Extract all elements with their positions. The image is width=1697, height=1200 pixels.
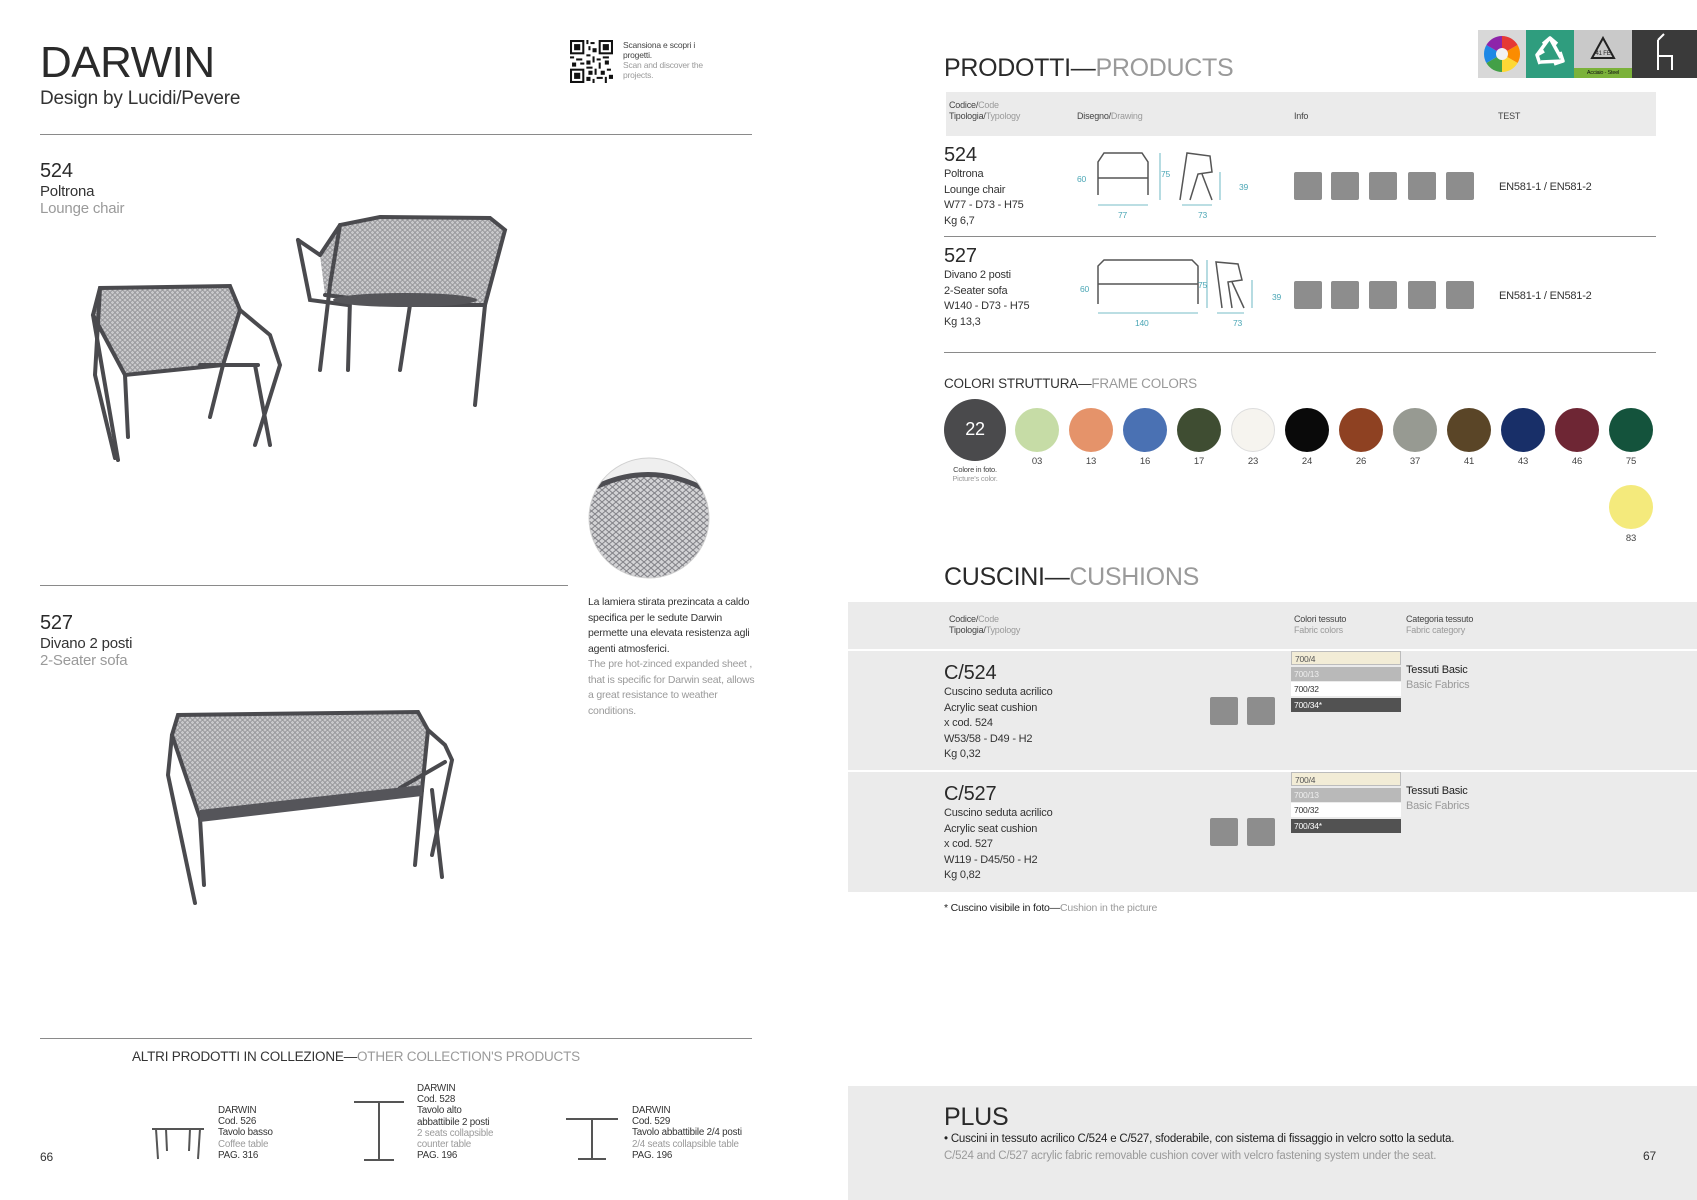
collapsible-table-icon[interactable] — [564, 1115, 620, 1163]
dim-label: 39 — [1239, 182, 1249, 192]
other-product-line-en: Coffee table — [218, 1138, 269, 1150]
cushions-title-it: CUSCINI — [944, 563, 1045, 591]
weather-resistance-icon — [1247, 818, 1275, 846]
header-type-it: Tipologia/ — [949, 111, 986, 121]
row-type-it: Poltrona — [944, 168, 984, 180]
counter-table-icon[interactable] — [350, 1098, 408, 1163]
color-swatch-13[interactable] — [1069, 408, 1113, 452]
cushion-row-c524 — [944, 662, 1053, 763]
row-dimensions: W140 - D73 - H75 — [944, 300, 1030, 312]
chair-drawing-524 — [1092, 150, 1242, 210]
title-separator: — — [343, 1049, 357, 1064]
cushion-category — [1406, 784, 1469, 814]
color-swatch-label: 26 — [1355, 456, 1367, 467]
cushion-row-c527 — [944, 783, 1053, 884]
products-title-en: PRODUCTS — [1095, 54, 1234, 82]
color-swatch-43[interactable] — [1501, 408, 1545, 452]
lounge-chairs-image — [80, 200, 540, 510]
other-product-line: abbattibile 2 posti — [417, 1116, 490, 1128]
color-swatch-17[interactable] — [1177, 408, 1221, 452]
other-product-line: Tavolo abbattibile 2/4 posti — [632, 1127, 742, 1139]
cushion-dimensions: W119 - D45/50 - H2 — [944, 853, 1038, 866]
collection-title: DARWIN — [40, 38, 215, 87]
cushion-info-icon — [1210, 697, 1238, 725]
cushion-header-code-it: Codice/ — [949, 614, 979, 624]
color-swatch-label: 83 — [1625, 533, 1637, 544]
dim-label: 60 — [1077, 174, 1087, 184]
steel-label: Acciaio - Steel — [1574, 68, 1632, 78]
cushion-category — [1406, 663, 1469, 693]
header-drawing-en: Drawing — [1110, 111, 1143, 121]
qr-caption-it: Scansiona e scopri i progetti. — [623, 40, 696, 60]
product-name-en: Lounge chair — [40, 200, 125, 217]
cushion-info-icon — [1294, 281, 1322, 309]
color-swatch-label: 43 — [1517, 456, 1529, 467]
header-info: Info — [1294, 111, 1309, 121]
products-table-header — [946, 92, 1656, 136]
cushion-dimensions: W53/58 - D49 - H2 — [944, 732, 1033, 745]
color-swatch-37[interactable] — [1393, 408, 1437, 452]
featured-caption-it: Colore in foto. — [953, 465, 997, 474]
steel-code-label: 41 FE — [1595, 51, 1611, 57]
dim-label: 140 — [1135, 318, 1149, 328]
cushion-header-code-en: Code — [978, 614, 999, 624]
product-code: 524 — [40, 160, 73, 182]
row-divider — [944, 352, 1656, 353]
sofa-drawing-527 — [1092, 256, 1267, 316]
designer-subtitle: Design by Lucidi/Pevere — [40, 88, 241, 109]
other-products-divider — [40, 1038, 752, 1039]
other-products-title — [132, 1049, 580, 1064]
cushion-category-en: Basic Fabrics — [1406, 800, 1470, 812]
dim-label: 77 — [1118, 210, 1128, 220]
recycle-icon — [1526, 30, 1574, 78]
header-divider — [40, 134, 752, 135]
product-divider — [40, 585, 568, 586]
page-number-right: 67 — [1643, 1149, 1656, 1163]
color-wheel-icon — [1478, 30, 1526, 78]
dim-label: 73 — [1198, 210, 1208, 220]
featured-color-caption — [935, 465, 1015, 483]
cushion-type-en: Acrylic seat cushion — [944, 822, 1038, 835]
header-drawing-it: Disegno/ — [1077, 111, 1111, 121]
product-527-caption — [40, 612, 132, 669]
cushion-for-code: x cod. 527 — [944, 838, 993, 850]
color-swatch-46[interactable] — [1555, 408, 1599, 452]
cushion-header-fabric-cat-it: Categoria tessuto — [1406, 614, 1474, 624]
cushion-header-type-en: Typology — [985, 625, 1021, 635]
mesh-note — [588, 595, 758, 719]
qr-caption-en: Scan and discover the projects. — [623, 60, 703, 80]
color-swatch-16[interactable] — [1123, 408, 1167, 452]
cushion-footnote — [944, 902, 1157, 914]
other-product-page: PAG. 196 — [632, 1149, 673, 1161]
fabric-color-700-4[interactable]: 700/4 — [1291, 651, 1401, 665]
plus-title: PLUS — [944, 1103, 1009, 1131]
weather-resistance-icon — [1408, 281, 1436, 309]
cushion-type-it: Cuscino seduta acrilico — [944, 686, 1053, 698]
other-product-line: Cod. 528 — [417, 1094, 456, 1106]
other-product-line-en: 2/4 seats collapsible table — [632, 1138, 739, 1150]
color-swatch-83[interactable] — [1609, 485, 1653, 529]
cushion-code: C/524 — [944, 662, 997, 684]
other-product-526[interactable] — [218, 1105, 273, 1161]
products-title-it: PRODOTTI — [944, 54, 1071, 82]
fabric-color-700-4[interactable]: 700/4 — [1291, 772, 1401, 786]
row-dimensions: W77 - D73 - H75 — [944, 199, 1024, 211]
qr-caption — [623, 40, 713, 80]
cushions-title — [944, 563, 1199, 592]
cushion-header-fabric-cat-en: Fabric category — [1406, 625, 1466, 635]
cushion-row-separator — [848, 770, 1697, 772]
mesh-note-en: The pre hot-zinced expanded sheet , that is specific for Darwin seat, allows a great resistance to weather conditions. — [588, 658, 755, 717]
color-swatch-label: 13 — [1085, 456, 1097, 467]
row-weight: Kg 6,7 — [944, 214, 975, 227]
color-swatch-41[interactable] — [1447, 408, 1491, 452]
other-product-page: PAG. 316 — [218, 1149, 259, 1161]
title-separator: — — [1078, 376, 1092, 391]
plus-text — [944, 1131, 1644, 1165]
color-swatch-03[interactable] — [1015, 408, 1059, 452]
row-code: 527 — [944, 245, 977, 267]
steel-recycling-badge — [1574, 30, 1632, 78]
featured-caption-en: Picture's color. — [952, 474, 998, 483]
sofa-image — [160, 700, 490, 910]
color-swatch-label: 24 — [1301, 456, 1313, 467]
row-type-it: Divano 2 posti — [944, 269, 1011, 281]
stackable-info-icon — [1331, 172, 1359, 200]
load-capacity-icon — [1369, 172, 1397, 200]
row-divider — [944, 236, 1656, 237]
other-products-title-it: ALTRI PRODOTTI IN COLLEZIONE — [132, 1049, 344, 1064]
color-swatch-label: 03 — [1031, 456, 1043, 467]
color-swatch-label: 75 — [1625, 456, 1637, 467]
cushion-weight: Kg 0,82 — [944, 869, 981, 881]
cushion-weight: Kg 0,32 — [944, 748, 981, 760]
product-name-en: 2-Seater sofa — [40, 652, 128, 669]
load-capacity-icon — [1369, 281, 1397, 309]
cushion-header-fabric-colors-en: Fabric colors — [1294, 625, 1343, 635]
coffee-table-icon[interactable] — [150, 1125, 206, 1161]
cushion-header-fabric-colors — [1294, 614, 1346, 636]
cushion-category-it: Tessuti Basic — [1406, 785, 1468, 797]
color-swatch-label: 17 — [1193, 456, 1205, 467]
row-code: 524 — [944, 144, 977, 166]
mesh-detail-image — [588, 457, 710, 579]
cushions-title-en: CUSHIONS — [1069, 563, 1199, 591]
chair-category-icon — [1632, 30, 1697, 78]
cushion-header-code — [949, 614, 1020, 636]
color-swatch-label: 37 — [1409, 456, 1421, 467]
stackable-info-icon — [1331, 281, 1359, 309]
cushion-info-icon — [1210, 818, 1238, 846]
cushion-type-en: Acrylic seat cushion — [944, 701, 1038, 714]
title-separator: — — [1049, 902, 1060, 914]
other-product-line: Cod. 529 — [632, 1116, 671, 1128]
footnote-it: * Cuscino visibile in foto — [944, 902, 1050, 914]
fabric-color-700-34-[interactable]: 700/34* — [1291, 698, 1401, 712]
fabric-color-700-13[interactable]: 700/13 — [1291, 788, 1401, 802]
title-separator: — — [1044, 563, 1070, 591]
plus-text-it: • Cuscini in tessuto acrilico C/524 e C/527, sfoderabile, con sistema di fissaggio in velcro sotto la seduta. — [944, 1133, 1455, 1145]
other-product-page: PAG. 196 — [417, 1150, 458, 1162]
qr-code-icon[interactable] — [570, 40, 613, 83]
other-product-line-en: 2 seats collapsible — [417, 1127, 494, 1139]
cushion-type-it: Cuscino seduta acrilico — [944, 807, 1053, 819]
products-title — [944, 54, 1233, 83]
cushion-header-type-it: Tipologia/ — [949, 625, 986, 635]
frame-colors-title-it: COLORI STRUTTURA — [944, 376, 1079, 391]
color-swatch-75[interactable] — [1609, 408, 1653, 452]
weather-resistance-icon — [1247, 697, 1275, 725]
other-products-title-en: OTHER COLLECTION'S PRODUCTS — [357, 1049, 580, 1064]
fabric-color-700-32[interactable]: 700/32 — [1291, 803, 1401, 817]
cushion-header-separator — [848, 649, 1697, 651]
product-name-it: Divano 2 posti — [40, 635, 133, 652]
cushion-category-en: Basic Fabrics — [1406, 679, 1470, 691]
row-test: EN581-1 / EN581-2 — [1499, 181, 1592, 193]
color-swatch-26[interactable] — [1339, 408, 1383, 452]
other-product-line-en: counter table — [417, 1139, 472, 1151]
other-product-529[interactable] — [632, 1105, 742, 1161]
dim-label: 60 — [1080, 284, 1090, 294]
footnote-en: Cushion in the picture — [1060, 902, 1158, 914]
featured-color-code: 22 — [965, 419, 985, 439]
other-product-528[interactable] — [417, 1083, 493, 1161]
stack-quantity-icon — [1446, 172, 1474, 200]
color-swatch-label: 23 — [1247, 456, 1259, 467]
frame-colors-title — [944, 376, 1197, 391]
other-product-line: DARWIN — [632, 1105, 671, 1116]
header-test: TEST — [1498, 111, 1521, 121]
header-code-it: Codice/ — [949, 100, 979, 110]
fabric-color-700-34-[interactable]: 700/34* — [1291, 819, 1401, 833]
row-test: EN581-1 / EN581-2 — [1499, 290, 1592, 302]
row-weight: Kg 13,3 — [944, 315, 981, 328]
color-swatch-24[interactable] — [1285, 408, 1329, 452]
cushion-for-code: x cod. 524 — [944, 717, 993, 729]
cushion-category-it: Tessuti Basic — [1406, 664, 1468, 676]
dim-label: 73 — [1233, 318, 1243, 328]
mesh-note-it: La lamiera stirata prezincata a caldo specifica per le sedute Darwin permette una elevata resistenza agli agenti atmosferici. — [588, 596, 750, 655]
cushion-header-fabric-category — [1406, 614, 1473, 636]
other-product-line: DARWIN — [218, 1105, 257, 1116]
plus-text-en: C/524 and C/527 acrylic fabric removable cushion cover with velcro fastening system under the seat. — [944, 1150, 1437, 1162]
dim-label: 75 — [1161, 169, 1171, 179]
product-code: 527 — [40, 612, 73, 634]
color-swatch-label: 16 — [1139, 456, 1151, 467]
product-row-527 — [944, 245, 1029, 330]
product-name-it: Poltrona — [40, 183, 95, 200]
product-row-524 — [944, 144, 1024, 229]
cushion-code: C/527 — [944, 783, 997, 805]
stack-quantity-icon — [1446, 281, 1474, 309]
row-type-en: Lounge chair — [944, 183, 1006, 196]
other-product-line: Tavolo alto — [417, 1105, 462, 1117]
title-separator: — — [1070, 54, 1096, 82]
dim-label: 39 — [1272, 292, 1282, 302]
other-product-line: Cod. 526 — [218, 1116, 257, 1128]
page-number-left: 66 — [40, 1150, 53, 1164]
color-swatch-23[interactable] — [1231, 408, 1275, 452]
header-code-en: Code — [978, 100, 999, 110]
weather-resistance-icon — [1408, 172, 1436, 200]
color-swatch-label: 41 — [1463, 456, 1475, 467]
row-type-en: 2-Seater sofa — [944, 284, 1008, 297]
fabric-color-700-32[interactable]: 700/32 — [1291, 682, 1401, 696]
header-type-en: Typology — [985, 111, 1021, 121]
color-swatch-label: 46 — [1571, 456, 1583, 467]
dim-label: 75 — [1198, 280, 1208, 290]
fabric-color-700-13[interactable]: 700/13 — [1291, 667, 1401, 681]
cushion-header-fabric-colors-it: Colori tessuto — [1294, 614, 1347, 624]
other-product-line: DARWIN — [417, 1083, 456, 1094]
other-product-line: Tavolo basso — [218, 1127, 273, 1139]
cushion-info-icon — [1294, 172, 1322, 200]
frame-colors-title-en: FRAME COLORS — [1091, 376, 1197, 391]
